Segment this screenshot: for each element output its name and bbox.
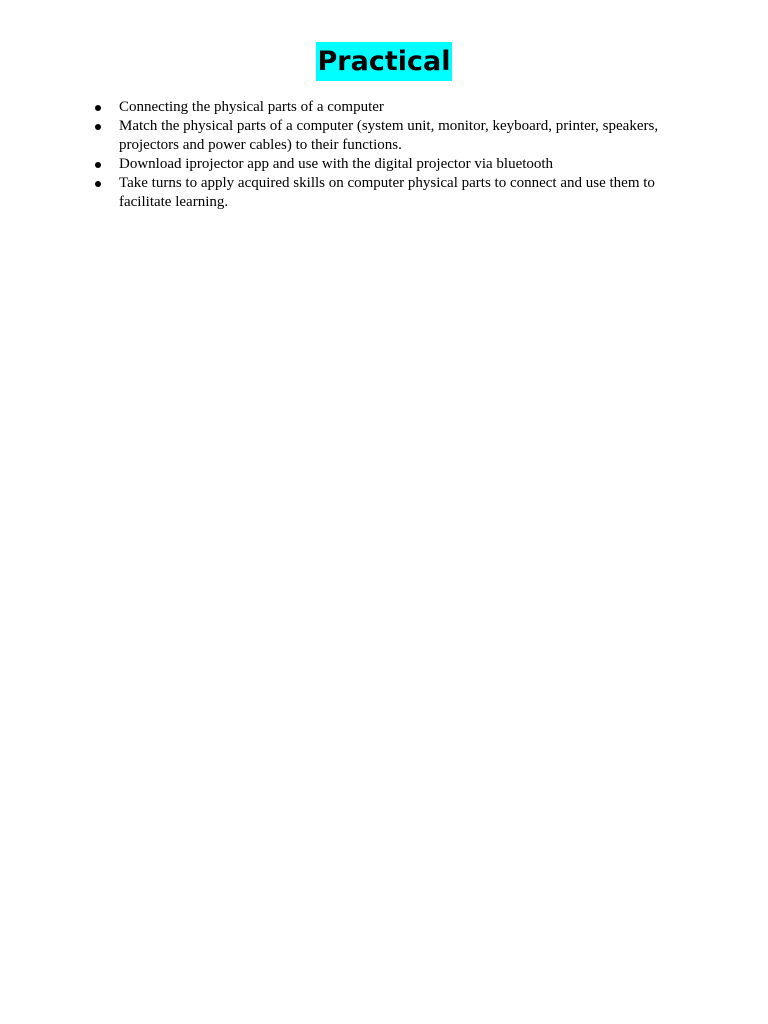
- bullet-list: [92, 98, 692, 212]
- bullet-dot-icon: [95, 162, 101, 168]
- list-item: [92, 155, 692, 174]
- list-item-text: Download iprojector app and use with the digital projector via bluetooth: [119, 156, 554, 172]
- title-container: [0, 42, 768, 81]
- bullet-dot-icon: [95, 181, 101, 187]
- list-item: [92, 117, 692, 155]
- list-item-text: Take turns to apply acquired skills on computer physical parts to connect and use them to facilitate learning.: [119, 175, 655, 210]
- list-item: [92, 174, 692, 212]
- list-item: [92, 98, 692, 117]
- bullet-dot-icon: [95, 124, 101, 130]
- list-item-text: Connecting the physical parts of a computer: [119, 99, 384, 115]
- page-title: Practical: [316, 42, 453, 81]
- bullet-dot-icon: [95, 105, 101, 111]
- list-item-text: Match the physical parts of a computer (system unit, monitor, keyboard, printer, speakers, projectors and power cables) to their functions.: [119, 118, 659, 153]
